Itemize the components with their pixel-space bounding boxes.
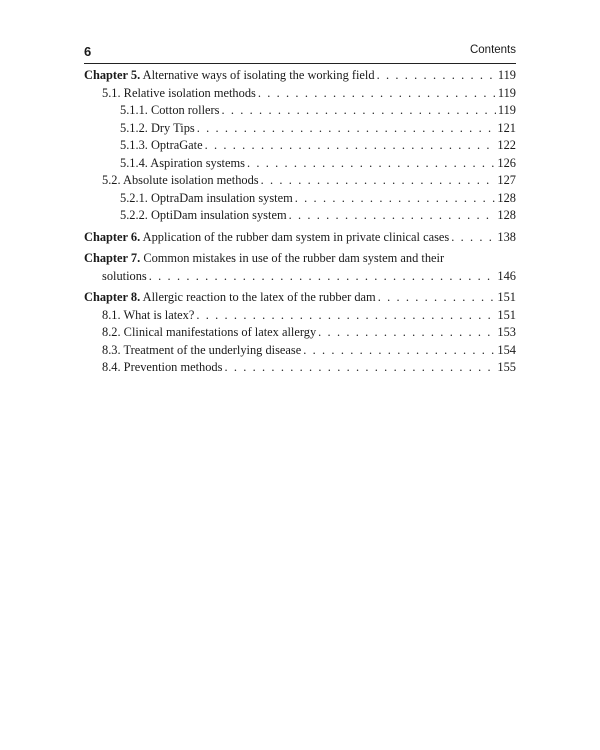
toc-chapter-7 bbox=[84, 250, 516, 285]
dot-leader bbox=[261, 172, 496, 190]
page-ref: 146 bbox=[497, 268, 516, 283]
toc-row[interactable] bbox=[84, 207, 516, 225]
chapter-title: Allergic reaction to the latex of the rubber dam bbox=[142, 290, 376, 304]
toc-row[interactable] bbox=[84, 307, 516, 325]
dot-leader bbox=[205, 137, 496, 155]
page-ref: 154 bbox=[497, 342, 516, 357]
chapter-label: Chapter 6. bbox=[84, 229, 141, 244]
toc-row[interactable] bbox=[84, 324, 516, 342]
page-ref: 127 bbox=[497, 173, 516, 187]
section-title: 8.4. Prevention methods bbox=[102, 360, 223, 374]
page-number: 6 bbox=[84, 44, 92, 59]
toc-row[interactable] bbox=[84, 289, 516, 307]
page-ref: 128 bbox=[497, 208, 516, 222]
dot-leader bbox=[196, 307, 495, 325]
section-title: 8.1. What is latex? bbox=[102, 307, 195, 322]
header-rule bbox=[84, 63, 516, 64]
toc-row[interactable] bbox=[84, 250, 516, 268]
toc-chapter-5 bbox=[84, 67, 516, 225]
chapter-label: Chapter 8. bbox=[84, 290, 141, 304]
toc-chapter-8 bbox=[84, 289, 516, 377]
running-head: Contents bbox=[469, 44, 516, 56]
dot-leader bbox=[289, 207, 496, 225]
page-ref: 138 bbox=[497, 229, 516, 244]
chapter-title: Common mistakes in use of the rubber dam system and their bbox=[143, 251, 445, 265]
toc-row[interactable] bbox=[84, 155, 516, 173]
dot-leader bbox=[303, 342, 495, 360]
dot-leader bbox=[224, 359, 495, 377]
chapter-title-continued: solutions bbox=[102, 268, 147, 283]
section-title: 5.1. Relative isolation methods bbox=[102, 85, 256, 100]
page-header bbox=[84, 44, 516, 62]
toc-row[interactable] bbox=[84, 229, 516, 247]
chapter-label: Chapter 7. bbox=[84, 251, 141, 265]
page-ref: 151 bbox=[497, 307, 516, 322]
page-ref: 122 bbox=[497, 138, 516, 152]
dot-leader bbox=[197, 120, 496, 138]
toc-row[interactable] bbox=[84, 268, 516, 286]
page-ref: 121 bbox=[497, 120, 516, 135]
dot-leader bbox=[295, 190, 496, 208]
toc-row[interactable] bbox=[84, 137, 516, 155]
section-title: 8.2. Clinical manifestations of latex allergy bbox=[102, 325, 317, 339]
dot-leader bbox=[247, 155, 495, 173]
subsection-title: 5.2.2. OptiDam insulation system bbox=[120, 208, 287, 222]
page-ref: 155 bbox=[497, 360, 516, 374]
dot-leader bbox=[221, 102, 495, 120]
subsection-title: 5.1.4. Aspiration systems bbox=[120, 155, 245, 170]
page-ref: 126 bbox=[497, 155, 516, 170]
page-ref: 119 bbox=[497, 68, 516, 82]
page-ref: 151 bbox=[497, 290, 516, 304]
page-ref: 119 bbox=[497, 85, 516, 100]
toc-row[interactable] bbox=[84, 120, 516, 138]
subsection-title: 5.1.1. Cotton rollers bbox=[120, 103, 220, 117]
subsection-title: 5.1.3. OptraGate bbox=[120, 138, 203, 152]
chapter-label: Chapter 5. bbox=[84, 68, 141, 82]
section-title: 5.2. Absolute isolation methods bbox=[102, 173, 259, 187]
page-ref: 128 bbox=[497, 190, 516, 205]
dot-leader bbox=[451, 229, 495, 247]
section-title: 8.3. Treatment of the underlying disease bbox=[102, 342, 302, 357]
chapter-title: Application of the rubber dam system in private clinical cases bbox=[142, 229, 450, 244]
toc-row[interactable] bbox=[84, 342, 516, 360]
toc-row[interactable] bbox=[84, 85, 516, 103]
toc-row[interactable] bbox=[84, 172, 516, 190]
page-ref: 153 bbox=[497, 325, 516, 339]
table-of-contents bbox=[84, 67, 516, 381]
page-ref: 119 bbox=[497, 103, 516, 117]
toc-row[interactable] bbox=[84, 359, 516, 377]
subsection-title: 5.2.1. OptraDam insulation system bbox=[120, 190, 293, 205]
chapter-title: Alternative ways of isolating the working field bbox=[142, 68, 375, 82]
subsection-title: 5.1.2. Dry Tips bbox=[120, 120, 195, 135]
dot-leader bbox=[318, 324, 495, 342]
toc-chapter-6 bbox=[84, 229, 516, 247]
toc-row[interactable] bbox=[84, 102, 516, 120]
dot-leader bbox=[378, 289, 496, 307]
dot-leader bbox=[377, 67, 496, 85]
toc-row[interactable] bbox=[84, 190, 516, 208]
dot-leader bbox=[258, 85, 496, 103]
dot-leader bbox=[149, 268, 496, 286]
toc-row[interactable] bbox=[84, 67, 516, 85]
